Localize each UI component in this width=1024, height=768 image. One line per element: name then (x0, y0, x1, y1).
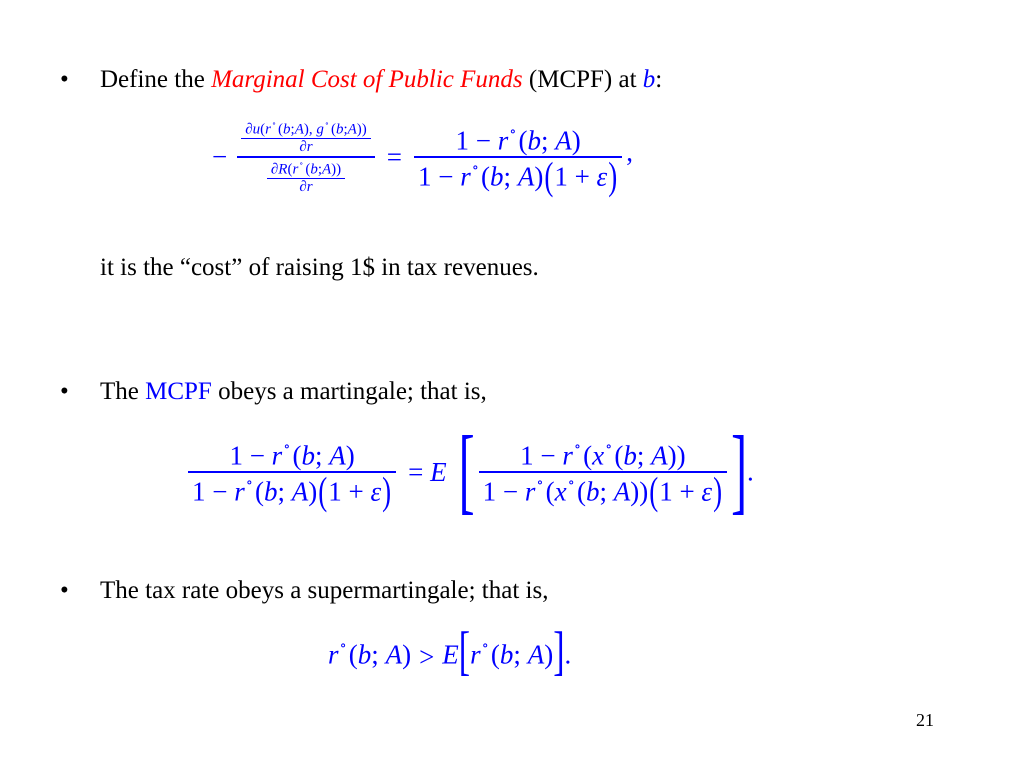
bullet-1-text (100, 65, 662, 95)
bullet-1-followup: it is the “cost” of raising 1$ in tax revenues. (100, 254, 539, 281)
bullet-2-term: MCPF (145, 378, 212, 405)
bullet-dot-2: • (60, 378, 69, 405)
tax-rate-supermartingale-equation: r∘(b; A) > E[r∘(b; A)]. (328, 622, 572, 683)
bullet-1-var: b (642, 66, 656, 93)
bullet-1-suffix: : (655, 66, 663, 93)
bullet-3-text: The tax rate obeys a supermartingale; that is, (100, 577, 549, 604)
bullet-1-prefix: Define the (100, 66, 212, 93)
bullet-1-middle: (MCPF) at (522, 66, 643, 93)
bullet-dot-1: • (60, 66, 69, 93)
bullet-1-term: Marginal Cost of Public Funds (211, 66, 523, 93)
mcpf-martingale-equation: $\frac{1 - r^\circ(b; A)}{1 - r^\circ(b; A)(1 + \varepsilon)}$ = E [ $\frac{1 - r^\circ(x^\circ(b; A))}{1 - r^\circ(x^\circ(b; A))(1 + \varepsilon)}$ ]. (188, 437, 754, 507)
bullet-2-prefix: The (100, 378, 146, 405)
bullet-dot-3: • (60, 577, 69, 604)
mcpf-definition-equation: − $\frac{\frac{\partial u(r^\circ (b;A), g^\circ (b;A))}{\partial r}}{\frac{\partial R(r^\circ (b;A))}{\partial r}}$ = $\frac{1 - r^\circ(b; A)}{1 - r^\circ(b; A)(1 + \varepsilon)}$ , (212, 119, 633, 198)
page-number: 21 (916, 710, 934, 730)
bullet-2-text (100, 377, 487, 407)
bullet-2-suffix: obeys a martingale; that is, (211, 378, 487, 405)
